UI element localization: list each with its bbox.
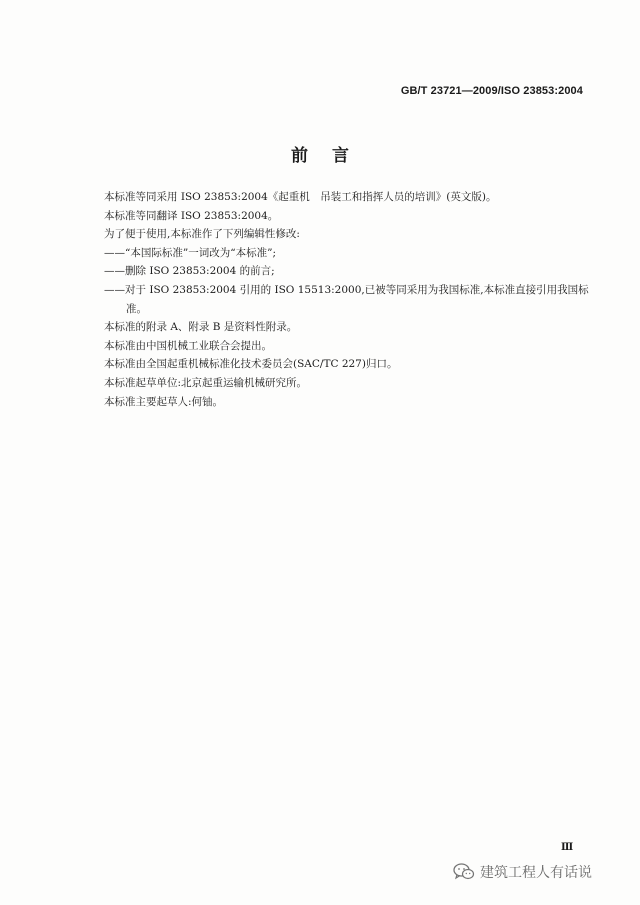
paragraph: 本标准由中国机械工业联合会提出。 <box>104 339 272 352</box>
watermark <box>453 859 592 885</box>
foreword-body <box>104 188 594 411</box>
page-title: 前言 <box>291 146 373 166</box>
standard-code: GB/T 23721—2009/ISO 23853:2004 <box>400 85 583 97</box>
list-item: ——“本国际标准”一词改为“本标准”; <box>104 246 277 259</box>
list-item: ——对于 ISO 23853:2004 引用的 ISO 15513:2000,已被等同采用为我国标准,本标准直接引用我国标准。 <box>104 283 589 315</box>
list-item: ——删除 ISO 23853:2004 的前言; <box>104 265 275 278</box>
paragraph: 本标准起草单位:北京起重运输机械研究所。 <box>104 376 308 389</box>
paragraph: 本标准等同采用 ISO 23853:2004《起重机 吊装工和指挥人员的培训》(英文版)。 <box>104 191 497 203</box>
paragraph: 本标准主要起草人:何铀。 <box>104 395 224 408</box>
paragraph: 本标准由全国起重机械标准化技术委员会(SAC/TC 227)归口。 <box>104 358 398 371</box>
paragraph: 本标准的附录 A、附录 B 是资料性附录。 <box>104 321 298 334</box>
watermark-text: 建筑工程人有话说 <box>480 865 592 881</box>
wechat-icon <box>453 862 475 882</box>
page-number: Ⅲ <box>561 842 574 853</box>
paragraph: 本标准等同翻译 ISO 23853:2004。 <box>104 209 279 222</box>
paragraph: 为了便于使用,本标准作了下列编辑性修改: <box>104 228 300 241</box>
